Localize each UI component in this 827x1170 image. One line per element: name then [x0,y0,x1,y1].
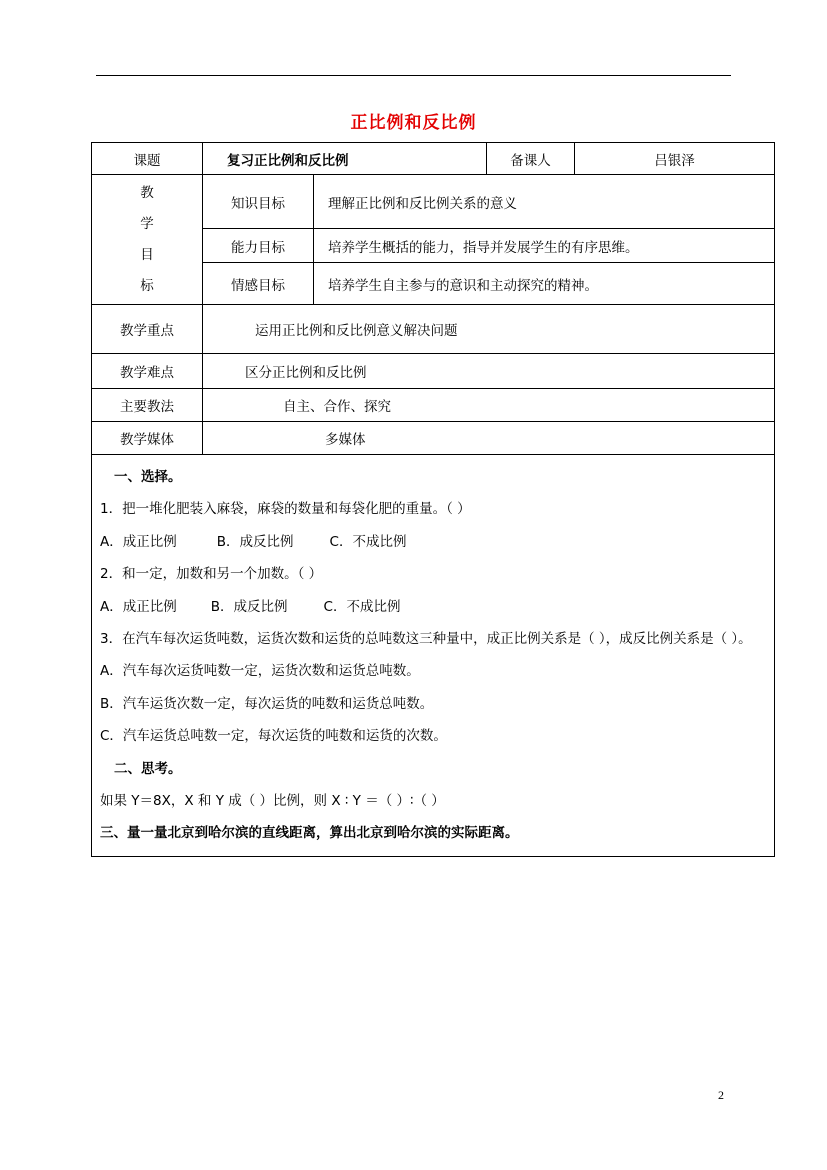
info-value: 多媒体 [203,422,775,455]
think-question: 如果 Y＝8X，X 和 Y 成（ ）比例，则 X ∶ Y ＝（ ）∶（ ） [100,793,445,810]
info-value: 运用正比例和反比例意义解决问题 [203,305,775,354]
objective-row-knowledge [92,175,775,229]
objective-value: 培养学生概括的能力，指导并发展学生的有序思维。 [314,229,775,263]
info-row-method [92,389,775,422]
option-c: C．不成比例 [323,598,401,615]
header-rule [96,75,731,76]
objective-value: 培养学生自主参与的意识和主动探究的精神。 [314,263,775,305]
question-3-option-c: C．汽车运货总吨数一定，每次运货的吨数和运货的次数。 [100,728,447,745]
question-1: 1．把一堆化肥装入麻袋，麻袋的数量和每袋化肥的重量。（ ） [100,501,471,518]
exercise-row [92,455,775,857]
document-title: 正比例和反比例 [350,113,477,133]
question-2-options [100,591,766,623]
objective-label: 情感目标 [203,263,314,305]
course-row [92,143,775,175]
question-1-options [100,526,766,558]
question-2: 2．和一定，加数和另一个加数。（ ） [100,566,323,583]
objective-value: 理解正比例和反比例关系的意义 [314,175,775,229]
exercise-content [92,455,775,857]
option-c: C．不成比例 [329,533,407,550]
option-b: B．成反比例 [216,533,294,550]
info-label: 教学重点 [92,305,203,354]
option-a: A．成正比例 [100,598,177,615]
info-label: 教学媒体 [92,422,203,455]
info-value: 自主、合作、探究 [203,389,775,422]
lesson-plan-table [91,142,775,857]
course-label: 课题 [92,143,203,175]
objective-label: 能力目标 [203,229,314,263]
info-row-difficulty [92,354,775,389]
info-row-media [92,422,775,455]
section-heading: 三、量一量北京到哈尔滨的直线距离，算出北京到哈尔滨的实际距离。 [100,825,519,842]
objective-label: 知识目标 [203,175,314,229]
info-row-key-point [92,305,775,354]
section-heading: 一、选择。 [114,469,182,485]
preparer-label: 备课人 [487,143,575,175]
preparer-value: 吕银泽 [575,143,775,175]
objectives-label: 教 学 目 标 [92,175,203,305]
option-a: A．成正比例 [100,533,177,550]
info-label: 主要教法 [92,389,203,422]
page-number: 2 [718,1088,724,1102]
info-value: 区分正比例和反比例 [203,354,775,389]
question-3: 3．在汽车每次运货吨数，运货次数和运货的总吨数这三种量中，成正比例关系是（ ），成反比例关系是（ ）。 [100,631,752,648]
question-3-option-a: A．汽车每次运货吨数一定，运货次数和运货总吨数。 [100,663,420,680]
section-heading: 二、思考。 [114,760,182,777]
info-label: 教学难点 [92,354,203,389]
course-value: 复习正比例和反比例 [203,143,487,175]
question-3-option-b: B．汽车运货次数一定，每次运货的吨数和运货总吨数。 [100,695,434,712]
option-b: B．成反比例 [210,598,288,615]
